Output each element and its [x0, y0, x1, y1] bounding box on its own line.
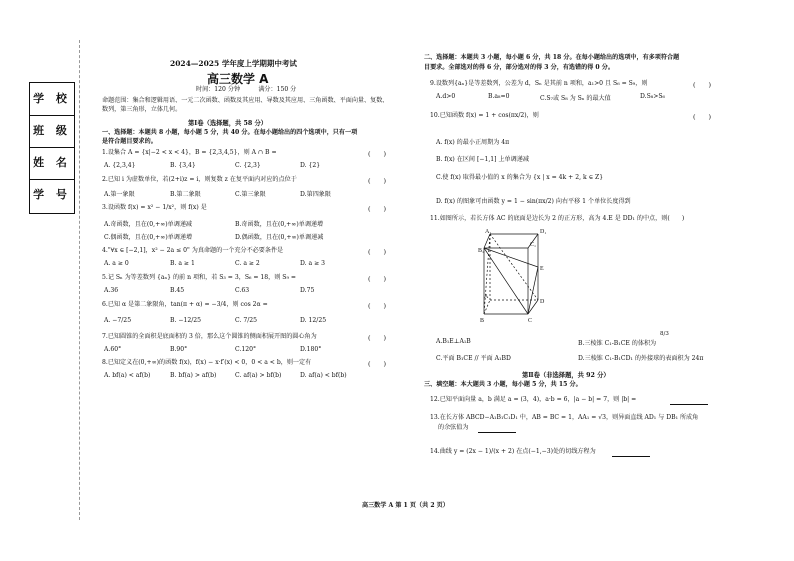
- q6-option-b: B. −12/25: [170, 317, 202, 324]
- school-label: 学 校: [30, 83, 74, 116]
- fig-label-d1: D₁: [540, 229, 547, 235]
- fig-label-a1: A₁: [485, 229, 492, 235]
- answer-blank-13: [478, 426, 516, 433]
- q5-option-a: A.36: [104, 287, 119, 294]
- question-11: 11.如图所示，若长方体 AC 的底面是边长为 2 的正方形，高为 4.E 是 DD₁ 的中点，则( ): [430, 215, 685, 222]
- cuboid-figure: [478, 226, 558, 330]
- q8-option-b: B. bf(a) > af(b): [170, 372, 217, 379]
- question-4: 4."∀x ∈ [−2,1]，x² − 2a ≤ 0" 为真命题的一个充分不必要条件是: [102, 247, 284, 254]
- q3-option-c: C.偶函数，且在(0,+∞)单调递增: [104, 234, 193, 241]
- q10-option-b: B. f(x) 在区间 [−1,1] 上单调递减: [436, 156, 529, 163]
- fig-label-e: E: [540, 266, 544, 272]
- q3-option-d: D.偶函数，且在(0,+∞)单调递减: [235, 234, 324, 241]
- fig-label-a: A: [484, 294, 489, 300]
- answer-blank-14: [612, 450, 650, 457]
- q7-option-a: A.60°: [104, 346, 122, 353]
- exam-title: 2024—2025 学年度上学期期中考试: [170, 59, 297, 68]
- exam-meta: 时间：120 分钟 满分：150 分: [196, 86, 297, 93]
- answer-paren-7: ( ): [368, 334, 387, 342]
- q8-option-a: A. bf(a) < af(b): [104, 372, 151, 379]
- answer-paren-8: ( ): [368, 360, 387, 368]
- q5-option-d: D.75: [300, 287, 315, 294]
- section2-line-1: 二、选择题：本题共 3 小题，每小题 6 分，共 18 分。在每小题给出的选项中，有多项符合题: [424, 54, 680, 61]
- q2-option-b: B.第二象限: [170, 191, 201, 198]
- part2-title: 第Ⅱ卷（非选择题，共 92 分）: [522, 372, 610, 379]
- q10-option-d: D. f(x) 的图象可由函数 y = 1 − sin(πx/2) 向右平移 1 个单位长度得到: [436, 198, 631, 205]
- answer-paren-3: ( ): [368, 205, 387, 213]
- question-13-line-2: 的余弦值为: [438, 424, 469, 431]
- scope-line-2: 数列，第三角形，立体几何。: [102, 106, 182, 113]
- q11-option-d: D.三棱锥 C₁-B₁CD₁ 的外接球的表面积为 24π: [578, 355, 704, 362]
- question-2: 2.已知 i 为虚数单位，若(2+i)z = i，则复数 z 在复平面内对应的点位于: [102, 176, 297, 183]
- q7-option-d: D.180°: [300, 346, 322, 353]
- fig-label-d: D: [540, 299, 545, 305]
- q2-option-d: D.第四象限: [300, 191, 331, 198]
- q5-option-b: B.45: [170, 287, 185, 294]
- question-8: 8.已知定义在(0,+∞)的函数 f(x)，f(x) − x·f′(x) < 0，0 < a < b，则一定有: [102, 359, 312, 366]
- part1-title: 第Ⅰ卷（选择题，共 58 分）: [188, 120, 268, 127]
- question-10: 10.已知函数 f(x) = 1 + cos(πx/2)，则: [430, 112, 539, 119]
- q7-option-c: C.120°: [235, 346, 257, 353]
- q6-option-a: A. −7/25: [104, 317, 132, 324]
- question-12: 12.已知平面向量 a，b 满足 a = (3，4)，a·b = 6，|a − b| = 7，则 |b| =: [430, 396, 637, 403]
- q8-option-c: C. af(a) > bf(b): [235, 372, 282, 379]
- q1-option-b: B. {3,4}: [170, 162, 196, 169]
- q8-option-d: D. af(a) < bf(b): [300, 372, 347, 379]
- q7-option-b: B.90°: [170, 346, 188, 353]
- answer-paren-10: ( ): [693, 113, 712, 121]
- section1-line-1: 一、选择题：本题共 8 小题，每小题 5 分，共 40 分。在每小题给出的四个选项中，只有一项: [102, 129, 358, 136]
- q9-option-c: C.S₇或 S₈ 为 Sₙ 的最大值: [540, 95, 611, 102]
- question-5: 5.记 Sₙ 为等差数列 {aₙ} 的前 n 项和，若 S₃ = 3，S₆ = 18，则 S₉ =: [102, 274, 296, 281]
- question-13-line-1: 13.在长方体 ABCD−A₁B₁C₁D₁ 中，AB = BC = 1，AA₁ = √3，则异面直线 AD₁ 与 DB₁ 所成角: [430, 414, 699, 421]
- fig-label-b1: B₁: [478, 248, 485, 254]
- question-6: 6.已知 α 是第二象限角，tan(π + α) = −3/4，则 cos 2α =: [102, 301, 268, 308]
- answer-paren-9: ( ): [693, 81, 712, 89]
- question-1: 1.设集合 A = {x|−2 < x < 4}，B = {2,3,4,5}，则 A ∩ B =: [102, 149, 277, 156]
- q3-option-b: B.奇函数，且在(0,+∞)单调递增: [235, 221, 324, 228]
- q10-option-a: A. f(x) 的最小正周期为 4π: [436, 139, 510, 146]
- q11-option-b: B.三棱锥 C₁-B₁CE 的体积为: [578, 340, 657, 347]
- answer-paren-5: ( ): [368, 275, 387, 283]
- section2-line-2: 目要求。全部选对的得 6 分，部分选对的得 3 分，有选错的得 0 分。: [424, 64, 614, 71]
- question-7: 7.已知圆锥的全面积是底面积的 3 倍，那么这个圆锥的侧面积展开图的圆心角为: [102, 333, 317, 340]
- fig-label-c1: C₁: [530, 242, 537, 248]
- name-label: 姓 名: [30, 147, 74, 180]
- q2-option-a: A.第一象限: [104, 191, 135, 198]
- binding-line: [79, 40, 80, 520]
- fig-label-c: C: [528, 318, 533, 324]
- q11-option-b-fraction: 8/3: [660, 331, 669, 337]
- scope-line-1: 命题范围：集合和逻辑用语、一元二次函数、函数及其应用、导数及其应用、三角函数、平面向量、复数、: [102, 97, 389, 104]
- q9-option-a: A.d>0: [436, 93, 456, 100]
- question-3: 3.设函数 f(x) = x² − 1/x²，则 f(x) 是: [102, 204, 207, 211]
- q1-option-a: A. {2,3,4}: [104, 162, 136, 169]
- q11-option-a: A.B₁E⊥A₁B: [436, 338, 471, 345]
- q11-option-c: C.平面 B₁CE // 平面 A₁BD: [436, 355, 511, 362]
- q6-option-c: C. 7/25: [235, 317, 258, 324]
- q4-option-c: C. a ≥ 2: [235, 260, 260, 267]
- q6-option-d: D. 12/25: [300, 317, 327, 324]
- student-info-box: [29, 82, 75, 214]
- answer-paren-1: ( ): [368, 150, 387, 158]
- q2-option-c: C.第三象限: [235, 191, 266, 198]
- q3-option-a: A.奇函数，且在(0,+∞)单调递减: [104, 221, 193, 228]
- student-id-label: 学 号: [33, 188, 71, 201]
- question-9: 9.设数列{aₙ}是等差数列，公差为 d，Sₙ 是其前 n 项和，a₁>0 且 S₆ = S₉，则: [430, 80, 648, 87]
- fig-label-b: B: [480, 318, 485, 324]
- q4-option-b: B. a ≥ 1: [170, 260, 195, 267]
- q1-option-c: C. {2,3}: [235, 162, 261, 169]
- class-label: 班 级: [30, 115, 74, 148]
- q5-option-c: C.63: [235, 287, 250, 294]
- answer-paren-2: ( ): [368, 177, 387, 185]
- answer-blank-12: [670, 398, 708, 405]
- answer-paren-6: ( ): [368, 302, 387, 310]
- question-14: 14.曲线 y = (2x − 1)/(x + 2) 在点(−1,−3)处的切线方程为: [430, 448, 596, 455]
- q9-option-d: D.S₈>S₆: [640, 93, 665, 100]
- q4-option-a: A. a ≥ 0: [104, 260, 129, 267]
- q4-option-d: D. a ≥ 3: [300, 260, 326, 267]
- subject-title: 高三数学 A: [207, 72, 269, 86]
- q10-option-c: C.使 f(x) 取得最小值的 x 的集合为 {x | x = 4k + 2, k ∈ Z}: [436, 174, 604, 181]
- section1-line-2: 是符合题目要求的。: [102, 138, 157, 145]
- section3-title: 三、填空题：本大题共 3 小题，每小题 5 分，共 15 分。: [424, 381, 582, 388]
- answer-paren-4: ( ): [368, 248, 387, 256]
- q9-option-b: B.a₈=0: [488, 93, 510, 100]
- page-footer: 高三数学 A 第 1 页（共 2 页）: [362, 502, 449, 509]
- q1-option-d: D. {2}: [300, 162, 321, 169]
